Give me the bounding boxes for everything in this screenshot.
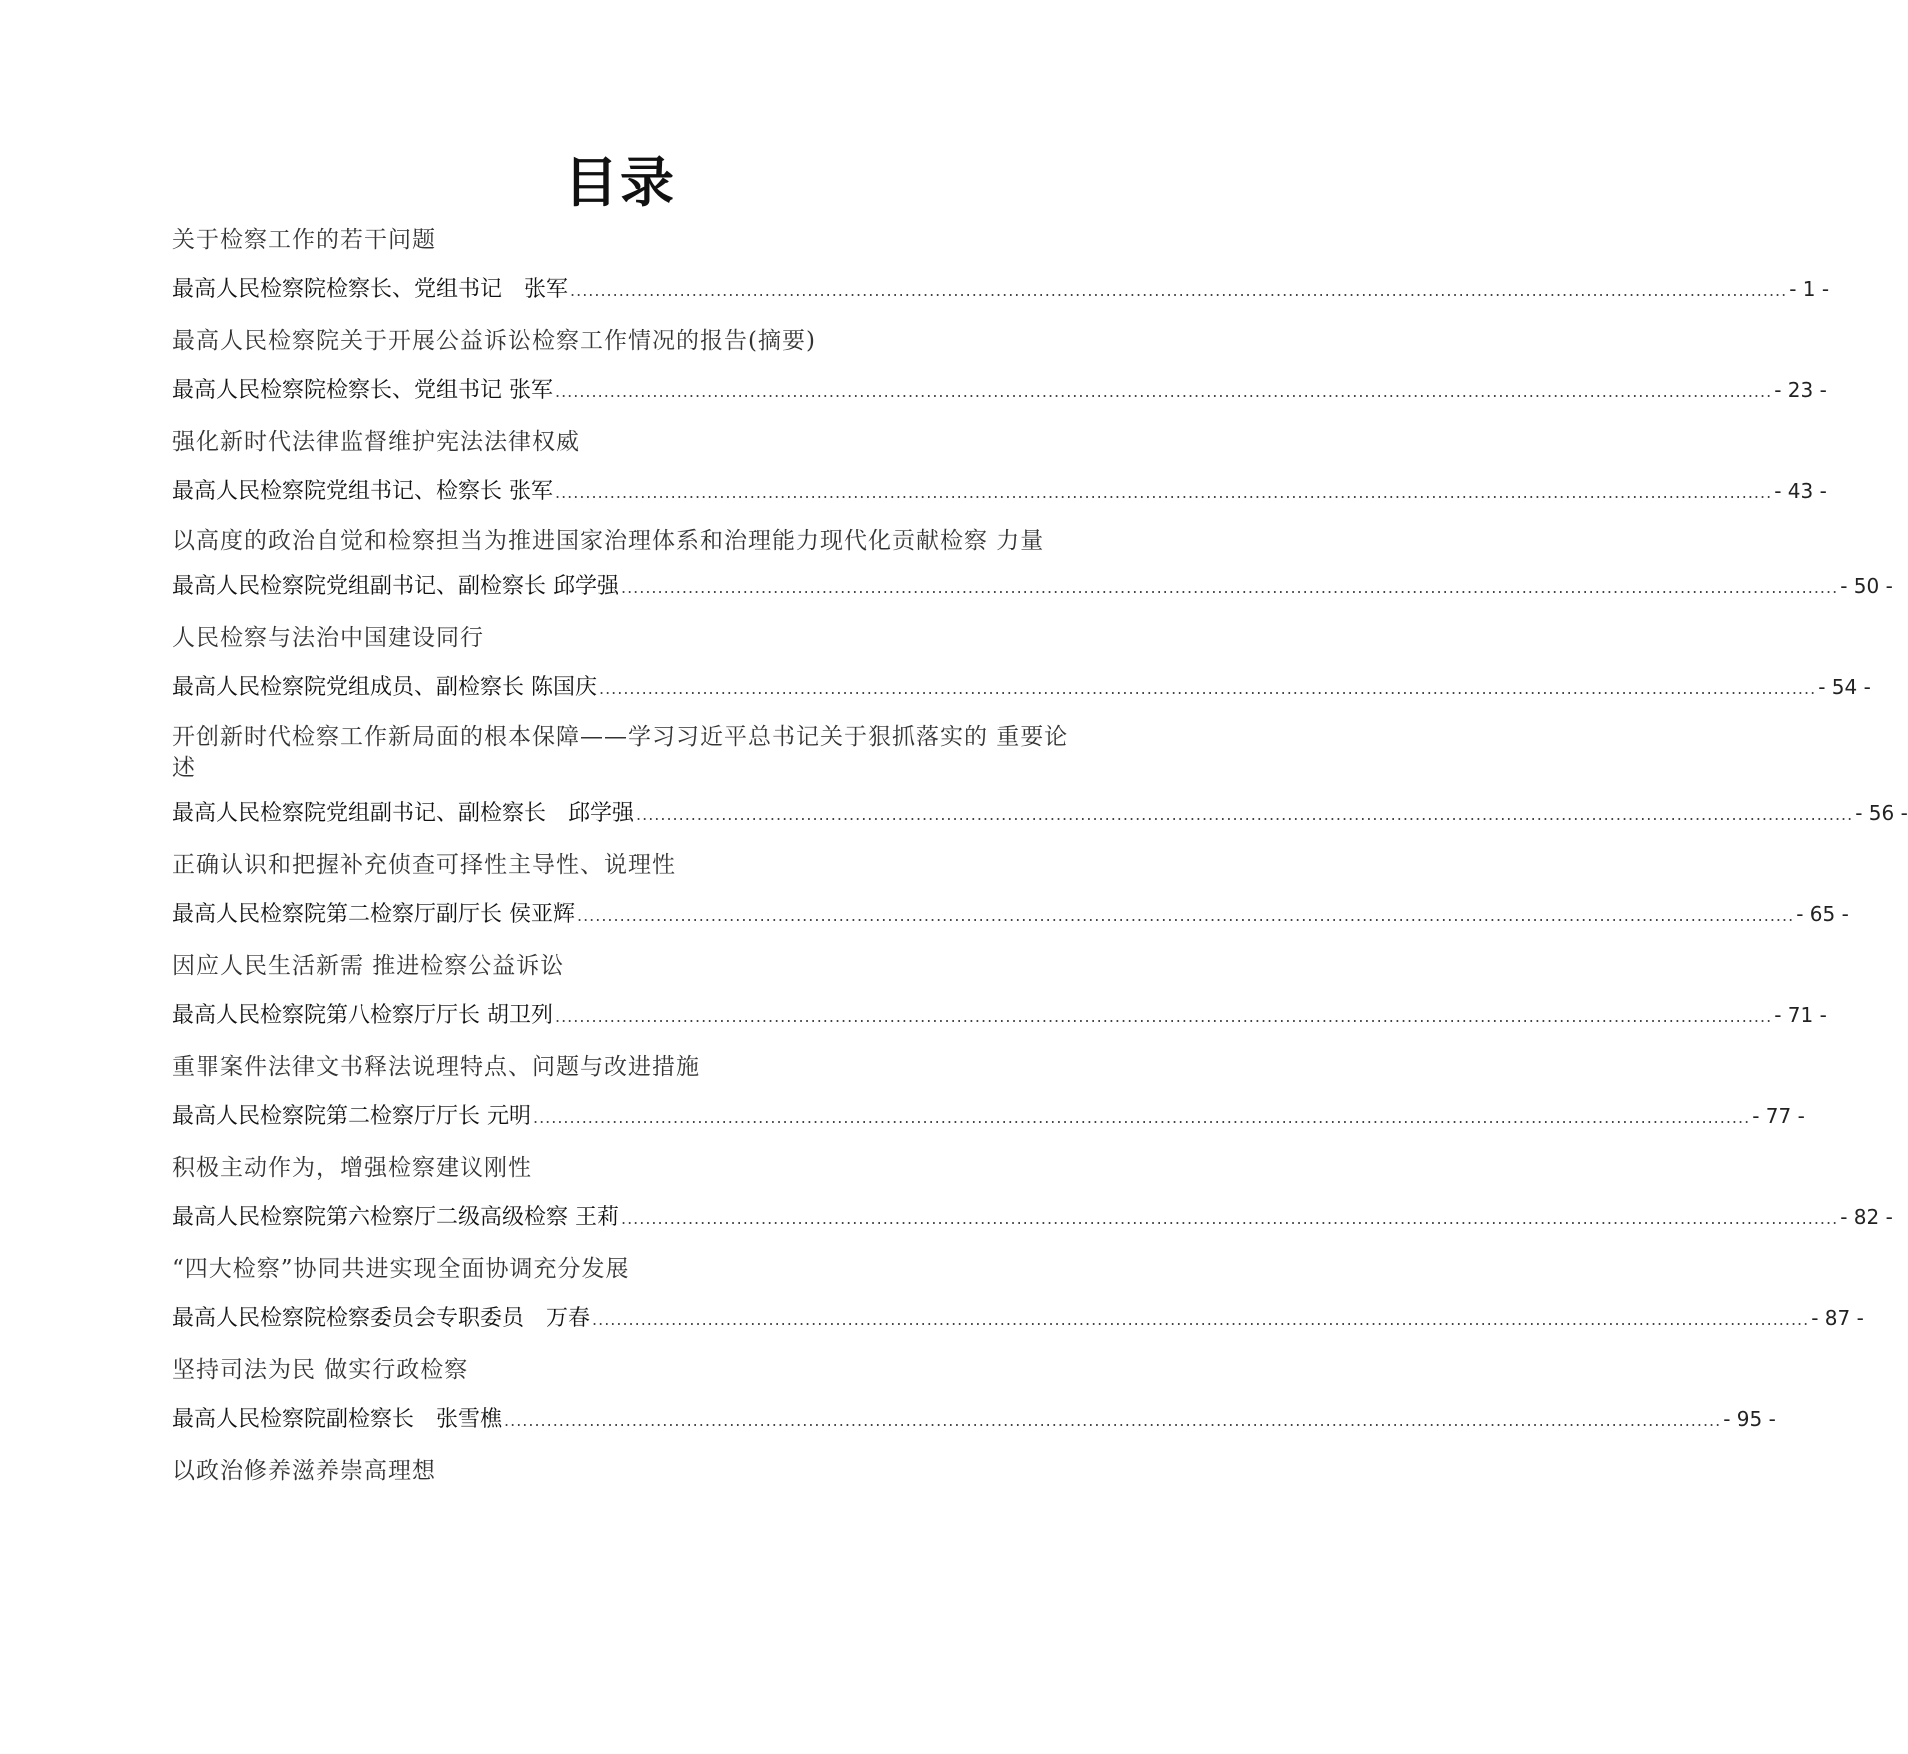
toc-entry[interactable] (172, 1243, 1864, 1344)
entry-page-number: - 95 - (1723, 1407, 1776, 1431)
entry-page-number: - 1 - (1789, 277, 1830, 301)
dot-leader: ........................................................................................................................................................................................................ (592, 1310, 1810, 1329)
page-title: 目录 (564, 151, 676, 214)
toc-entry[interactable] (172, 416, 1827, 517)
entry-title[interactable]: “四大检察”协同共进实现全面协调充分发展 (172, 1256, 630, 1282)
toc-entry[interactable] (172, 713, 1908, 839)
toc-entry[interactable] (172, 612, 1871, 713)
entry-author: 最高人民检察院检察长、党组书记 张军 (172, 378, 553, 403)
entry-page-number: - 82 - (1840, 1205, 1893, 1229)
toc-entry[interactable] (172, 1041, 1805, 1142)
entry-page-number: - 65 - (1796, 902, 1849, 926)
author-line (172, 791, 1908, 839)
entry-title[interactable]: 人民检察与法治中国建设同行 (172, 625, 484, 651)
entry-title[interactable]: 关于检察工作的若干问题 (172, 227, 436, 253)
entry-author: 最高人民检察院第二检察厅副厅长 侯亚辉 (172, 902, 575, 927)
toc-entry[interactable] (172, 1142, 1893, 1243)
author-line (172, 892, 1849, 940)
author-line (172, 1397, 1776, 1445)
dot-leader: ........................................................................................................................................................................................................ (621, 578, 1839, 597)
entry-page-number: - 43 - (1774, 479, 1827, 503)
dot-leader: ........................................................................................................................................................................................................ (599, 679, 1817, 698)
author-line (172, 1296, 1864, 1344)
dot-leader: ........................................................................................................................................................................................................ (555, 483, 1773, 502)
entry-title[interactable]: 以政治修养滋养崇高理想 (172, 1458, 436, 1484)
author-line (172, 267, 1830, 315)
toc-entry[interactable] (172, 517, 1893, 612)
entry-title[interactable]: 因应人民生活新需 推进检察公益诉讼 (172, 953, 565, 979)
entry-page-number: - 77 - (1752, 1104, 1805, 1128)
entry-author: 最高人民检察院党组成员、副检察长 陈国庆 (172, 675, 597, 700)
entry-title[interactable]: 开创新时代检察工作新局面的根本保障——学习习近平总书记关于狠抓落实的 重要论述 (172, 724, 1069, 781)
dot-leader: ........................................................................................................................................................................................................ (570, 281, 1788, 300)
entry-author: 最高人民检察院第二检察厅厅长 元明 (172, 1104, 531, 1129)
dot-leader: ........................................................................................................................................................................................................ (636, 805, 1854, 824)
table-of-contents (172, 214, 1908, 1498)
dot-leader: ........................................................................................................................................................................................................ (555, 1007, 1773, 1026)
entry-title[interactable]: 重罪案件法律文书释法说理特点、问题与改进措施 (172, 1054, 700, 1080)
entry-page-number: - 54 - (1818, 675, 1871, 699)
toc-entry[interactable] (172, 214, 1830, 315)
author-line (172, 564, 1893, 612)
toc-entry[interactable] (172, 839, 1849, 940)
entry-page-number: - 87 - (1811, 1306, 1864, 1330)
toc-entry[interactable] (172, 1344, 1776, 1445)
entry-title[interactable]: 以高度的政治自觉和检察担当为推进国家治理体系和治理能力现代化贡献检察 力量 (172, 528, 1045, 554)
dot-leader: ........................................................................................................................................................................................................ (504, 1411, 1722, 1430)
entry-author: 最高人民检察院党组书记、检察长 张军 (172, 479, 553, 504)
entry-author: 最高人民检察院检察委员会专职委员 万春 (172, 1306, 591, 1331)
dot-leader: ........................................................................................................................................................................................................ (555, 382, 1773, 401)
toc-entry[interactable] (172, 940, 1827, 1041)
author-line (172, 665, 1871, 713)
dot-leader: ........................................................................................................................................................................................................ (577, 906, 1795, 925)
author-line (172, 1195, 1893, 1243)
entry-title[interactable]: 坚持司法为民 做实行政检察 (172, 1357, 469, 1383)
entry-author: 最高人民检察院检察长、党组书记 张军 (172, 277, 569, 302)
author-line (172, 469, 1827, 517)
entry-author: 最高人民检察院第八检察厅厅长 胡卫列 (172, 1003, 553, 1028)
toc-entry[interactable] (172, 315, 1827, 416)
toc-entry[interactable] (172, 1445, 1092, 1498)
author-line (172, 993, 1827, 1041)
entry-author: 最高人民检察院副检察长 张雪樵 (172, 1407, 503, 1432)
entry-title[interactable]: 强化新时代法律监督维护宪法法律权威 (172, 429, 580, 455)
entry-page-number: - 50 - (1840, 574, 1893, 598)
entry-author: 最高人民检察院党组副书记、副检察长 邱学强 (172, 801, 635, 826)
entry-author: 最高人民检察院第六检察厅二级高级检察 王莉 (172, 1205, 619, 1230)
author-line (172, 368, 1827, 416)
entry-title[interactable]: 正确认识和把握补充侦查可择性主导性、说理性 (172, 852, 676, 878)
entry-page-number: - 56 - (1855, 801, 1908, 825)
entry-title[interactable]: 最高人民检察院关于开展公益诉讼检察工作情况的报告(摘要) (172, 328, 816, 354)
entry-author: 最高人民检察院党组副书记、副检察长 邱学强 (172, 574, 619, 599)
dot-leader: ........................................................................................................................................................................................................ (621, 1209, 1839, 1228)
entry-page-number: - 23 - (1774, 378, 1827, 402)
author-line (172, 1094, 1805, 1142)
dot-leader: ........................................................................................................................................................................................................ (533, 1108, 1751, 1127)
entry-title[interactable]: 积极主动作为，增强检察建议刚性 (172, 1155, 532, 1181)
entry-page-number: - 71 - (1774, 1003, 1827, 1027)
